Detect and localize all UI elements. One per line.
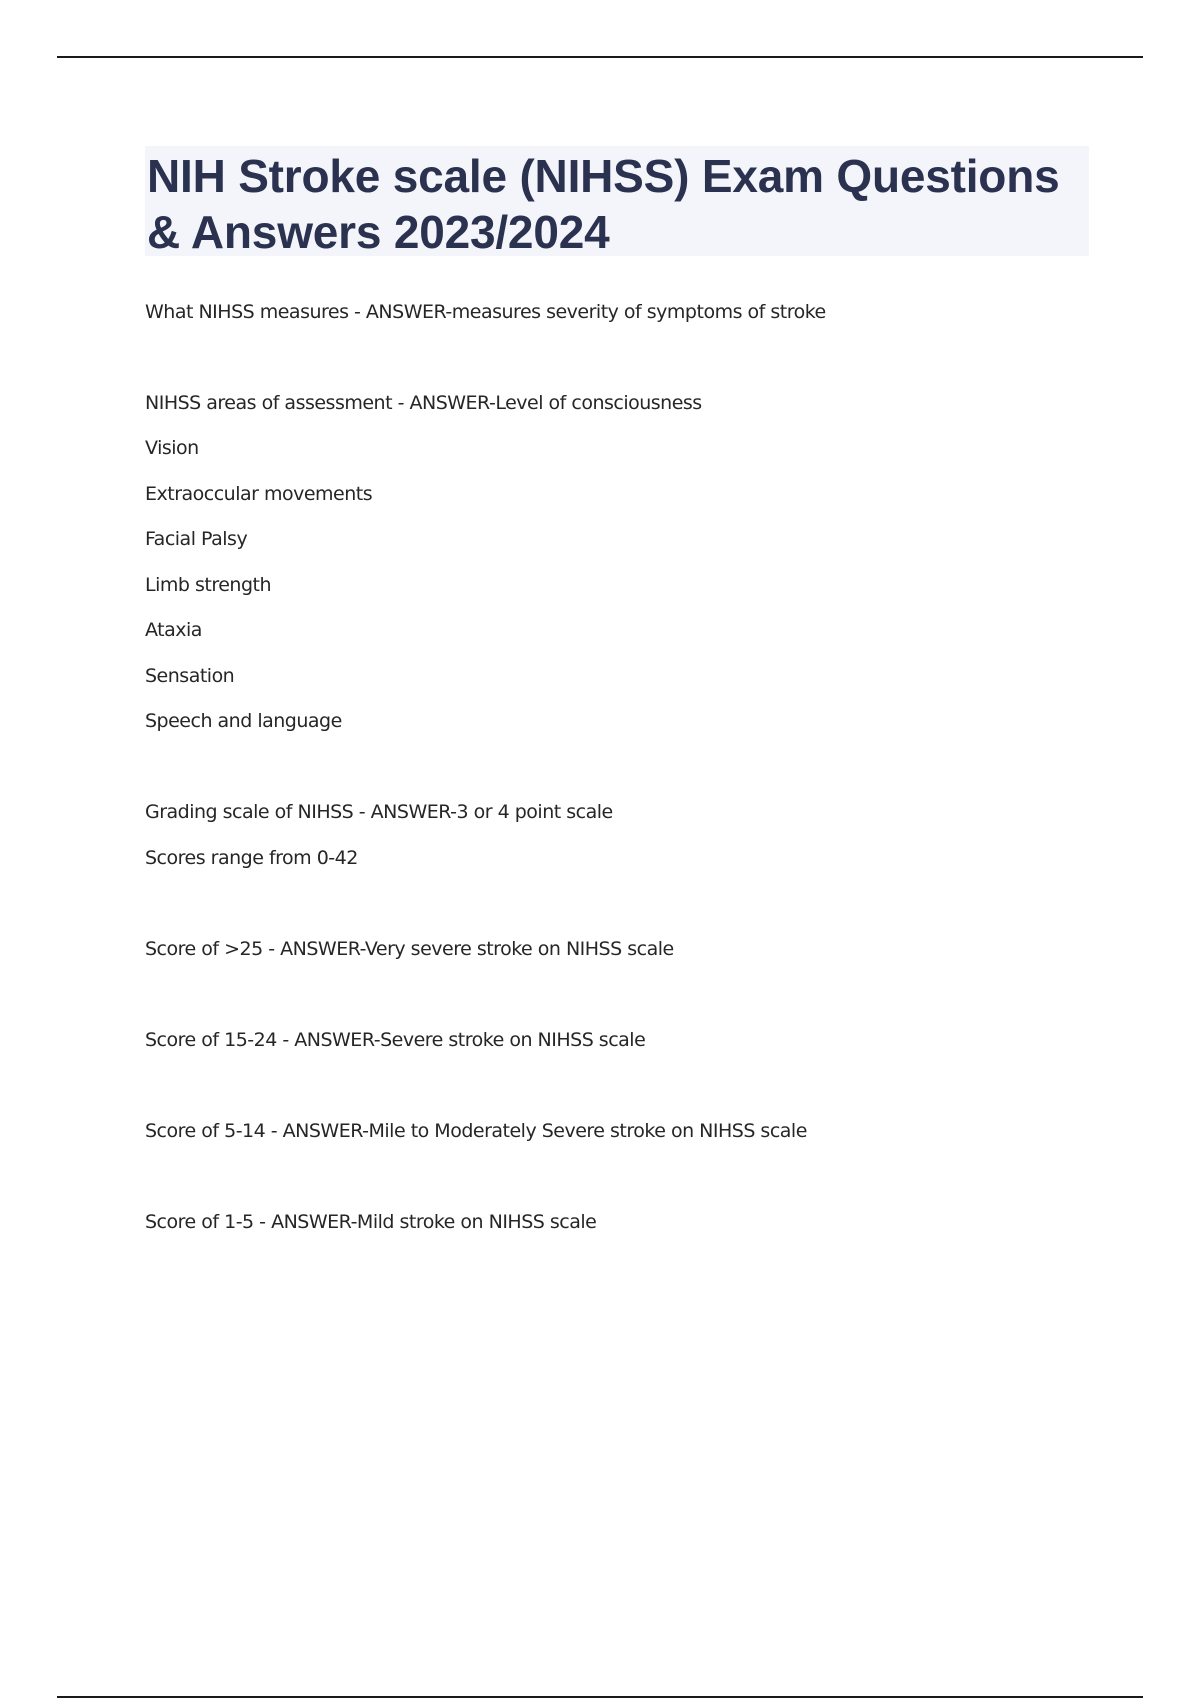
qa-line-what-measures: What NIHSS measures - ANSWER-measures severity of symptoms of stroke — [145, 301, 826, 323]
qa-line-extraoccular-movements: Extraoccular movements — [145, 483, 373, 505]
document-title: NIH Stroke scale (NIHSS) Exam Questions & Answers 2023/2024 — [147, 150, 1060, 258]
qa-line-score-over-25: Score of >25 - ANSWER-Very severe stroke on NIHSS scale — [145, 938, 674, 960]
qa-line-grading-scale: Grading scale of NIHSS - ANSWER-3 or 4 point scale — [145, 801, 613, 823]
qa-line-limb-strength: Limb strength — [145, 574, 271, 596]
qa-line-score-15-24: Score of 15-24 - ANSWER-Severe stroke on NIHSS scale — [145, 1029, 646, 1051]
qa-line-score-5-14: Score of 5-14 - ANSWER-Mile to Moderately Severe stroke on NIHSS scale — [145, 1120, 807, 1142]
qa-line-score-1-5: Score of 1-5 - ANSWER-Mild stroke on NIHSS scale — [145, 1211, 597, 1233]
qa-line-speech-and-language: Speech and language — [145, 710, 342, 732]
qa-line-facial-palsy: Facial Palsy — [145, 528, 248, 550]
qa-line-areas-of-assessment: NIHSS areas of assessment - ANSWER-Level of consciousness — [145, 392, 702, 414]
qa-line-ataxia: Ataxia — [145, 619, 202, 641]
qa-line-sensation: Sensation — [145, 665, 235, 687]
qa-line-vision: Vision — [145, 437, 199, 459]
top-rule — [57, 56, 1143, 58]
title-block — [145, 146, 1089, 256]
bottom-rule — [57, 1696, 1143, 1698]
qa-line-scores-range: Scores range from 0-42 — [145, 847, 358, 869]
